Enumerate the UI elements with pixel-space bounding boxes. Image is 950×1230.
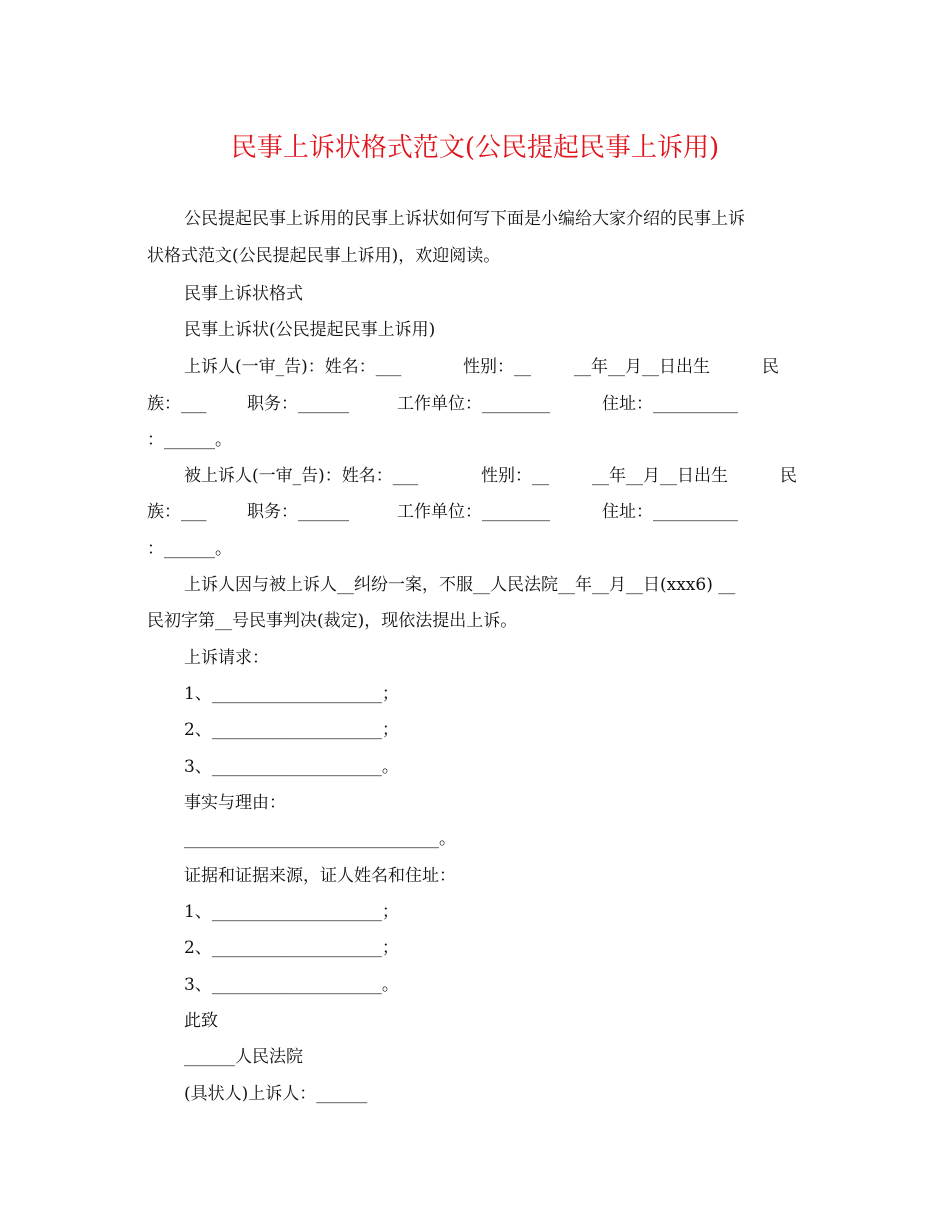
- appellant-extra: ：______。: [147, 430, 232, 450]
- appellee-address: 住址：__________: [602, 502, 738, 522]
- intro-line-2: 状格式范文(公民提起民事上诉用)，欢迎阅读。: [147, 246, 501, 266]
- reason-line-1: 上诉人因与被上诉人__纠纷一案，不服__人民法院__年__月__日(xxx6) __: [184, 575, 736, 595]
- appellee-workplace: 工作单位：________: [397, 502, 550, 522]
- evidence-item: 2、____________________；: [184, 938, 399, 958]
- appellant-job: 职务：______: [247, 394, 349, 414]
- reason-line-2: 民初字第__号民事判决(裁定)，现依法提出上诉。: [147, 611, 518, 631]
- appellant-address: 住址：__________: [602, 394, 738, 414]
- page-title: 民事上诉状格式范文(公民提起民事上诉用): [230, 133, 720, 163]
- appellant-gender: 性别：__: [463, 357, 531, 377]
- section-heading-format: 民事上诉状格式: [184, 284, 303, 304]
- closing-salute: 此致: [184, 1011, 218, 1031]
- evidence-heading: 证据和证据来源，证人姓名和住址：: [184, 866, 456, 886]
- appellee-name: 被上诉人(一审_告)：姓名：___: [184, 466, 419, 486]
- appellant-birth: __年__月__日出生: [574, 357, 710, 377]
- request-item: 1、____________________；: [184, 684, 399, 704]
- appellee-gender: 性别：__: [481, 466, 549, 486]
- appellee-ethnic-head: 民: [780, 466, 797, 486]
- appellant-ethnic-head: 民: [762, 357, 779, 377]
- evidence-item: 3、____________________。: [184, 975, 399, 995]
- requests-heading: 上诉请求：: [184, 648, 269, 668]
- appellee-extra: ：______。: [147, 539, 232, 559]
- appellant-workplace: 工作单位：________: [397, 394, 550, 414]
- facts-blank: ______________________________。: [184, 829, 456, 849]
- appellee-job: 职务：______: [247, 502, 349, 522]
- section-heading-petition: 民事上诉状(公民提起民事上诉用): [184, 320, 436, 340]
- appellee-ethnic: 族：___: [147, 502, 207, 522]
- closing-signer: (具状人)上诉人：______: [184, 1084, 368, 1104]
- intro-line-1: 公民提起民事上诉用的民事上诉状如何写下面是小编给大家介绍的民事上诉: [184, 209, 745, 229]
- appellee-birth: __年__月__日出生: [592, 466, 728, 486]
- request-item: 2、____________________；: [184, 720, 399, 740]
- appellant-name: 上诉人(一审_告)：姓名：___: [184, 357, 402, 377]
- appellant-ethnic: 族：___: [147, 394, 207, 414]
- facts-heading: 事实与理由：: [184, 793, 286, 813]
- closing-court: ______人民法院: [184, 1047, 303, 1067]
- evidence-item: 1、____________________；: [184, 902, 399, 922]
- request-item: 3、____________________。: [184, 757, 399, 777]
